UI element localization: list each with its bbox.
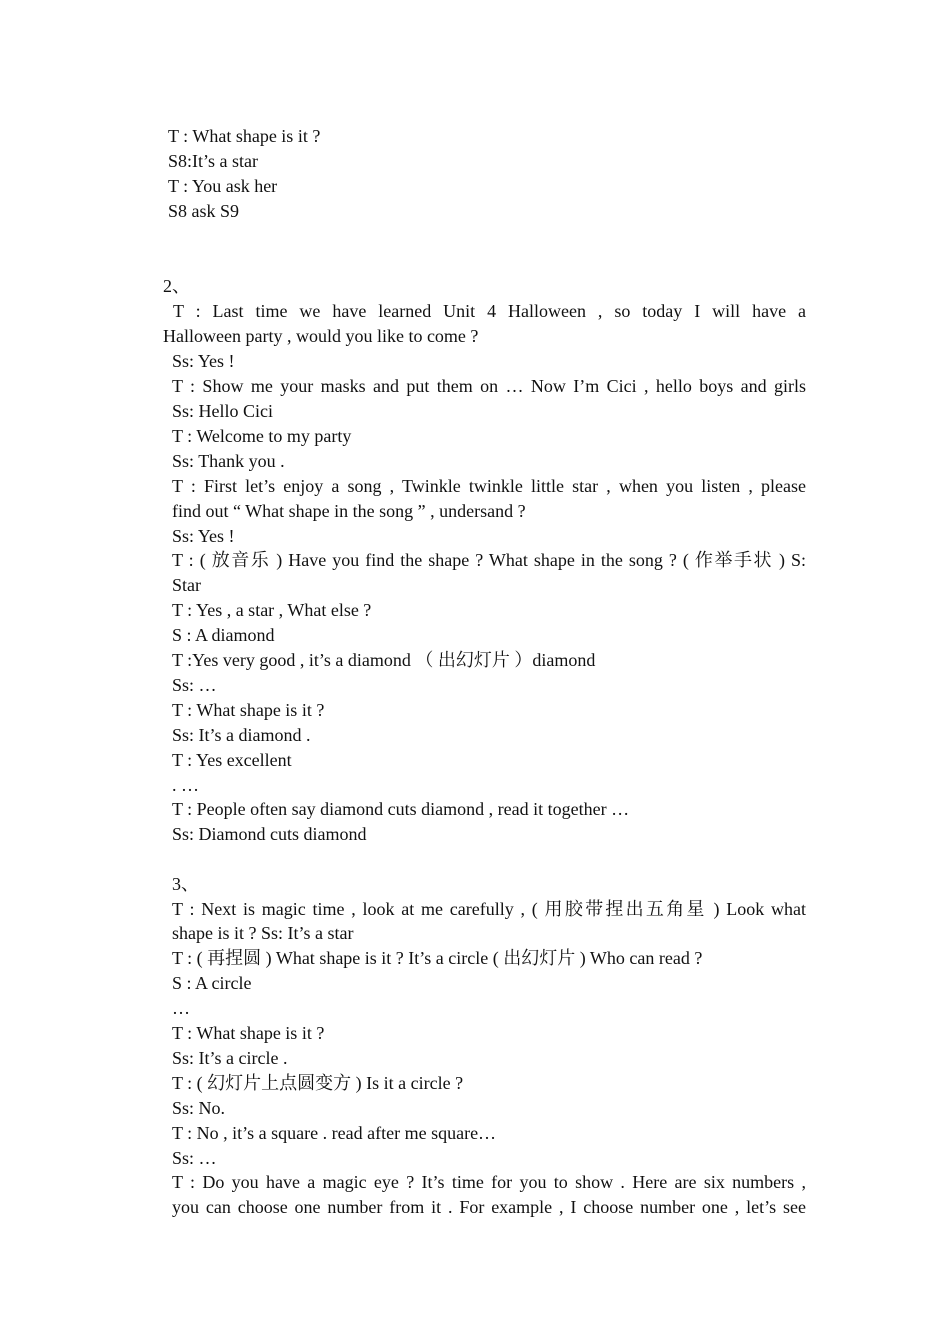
dialogue-line: Ss: Thank you . (172, 451, 285, 471)
section-number: 3、 (172, 874, 199, 894)
dialogue-line: T : What shape is it ? (172, 700, 325, 720)
dialogue-line: Ss: … (172, 675, 217, 695)
dialogue-line: Ss: Yes ! (172, 351, 235, 371)
dialogue-line: … (172, 998, 190, 1018)
dialogue-line: T : What shape is it ? (172, 1023, 325, 1043)
dialogue-line: T :Yes very good , it’s a diamond （ 出幻灯片 ）diamond (172, 650, 596, 670)
dialogue-line: T : Yes excellent (172, 750, 292, 770)
dialogue-line: Ss: Yes ! (172, 526, 235, 546)
dialogue-line: T : Yes , a star , What else ? (172, 600, 372, 620)
dialogue-line: you can choose one number from it . For example , I choose number one , let’s see (172, 1197, 806, 1217)
dialogue-line: T : ( 放音乐 ) Have you find the shape ? What shape in the song ? ( 作举手状 ) S: (172, 550, 806, 570)
dialogue-line: S8:It’s a star (168, 151, 258, 171)
dialogue-line: T : Welcome to my party (172, 426, 352, 446)
dialogue-line: Ss: Diamond cuts diamond (172, 824, 367, 844)
dialogue-line: T : Last time we have learned Unit 4 Halloween , so today I will have a (173, 301, 806, 321)
dialogue-line: shape is it ? Ss: It’s a star (172, 923, 354, 943)
dialogue-line: Ss: … (172, 1148, 217, 1168)
dialogue-line: find out “ What shape in the song ” , undersand ? (172, 501, 526, 521)
section-number: 2、 (163, 276, 190, 296)
dialogue-line: S : A diamond (172, 625, 275, 645)
dialogue-line: . … (172, 775, 199, 795)
dialogue-line: T : What shape is it ? (168, 126, 321, 146)
dialogue-line: T : No , it’s a square . read after me square… (172, 1123, 497, 1143)
dialogue-line: T : Show me your masks and put them on … Now I’m Cici , hello boys and girls (172, 376, 806, 396)
dialogue-line: T : People often say diamond cuts diamond , read it together … (172, 799, 630, 819)
dialogue-line: Ss: It’s a diamond . (172, 725, 311, 745)
dialogue-line: T : You ask her (168, 176, 278, 196)
dialogue-line: Ss: No. (172, 1098, 226, 1118)
dialogue-line: T : ( 再捏圆 ) What shape is it ? It’s a circle ( 出幻灯片 ) Who can read ? (172, 948, 703, 968)
dialogue-line: Star (172, 575, 201, 595)
dialogue-line: S : A circle (172, 973, 252, 993)
dialogue-line: Ss: It’s a circle . (172, 1048, 288, 1068)
dialogue-line: Ss: Hello Cici (172, 401, 274, 421)
dialogue-line: Halloween party , would you like to come ? (163, 326, 479, 346)
dialogue-line: T : Next is magic time , look at me carefully , ( 用胶带捏出五角星 ) Look what (172, 899, 806, 919)
dialogue-line: T : Do you have a magic eye ? It’s time for you to show . Here are six numbers , (172, 1172, 806, 1192)
dialogue-line: S8 ask S9 (168, 201, 240, 221)
dialogue-line: T : First let’s enjoy a song , Twinkle twinkle little star , when you listen , please (172, 476, 806, 496)
dialogue-line: T : ( 幻灯片上点圆变方 ) Is it a circle ? (172, 1073, 464, 1093)
